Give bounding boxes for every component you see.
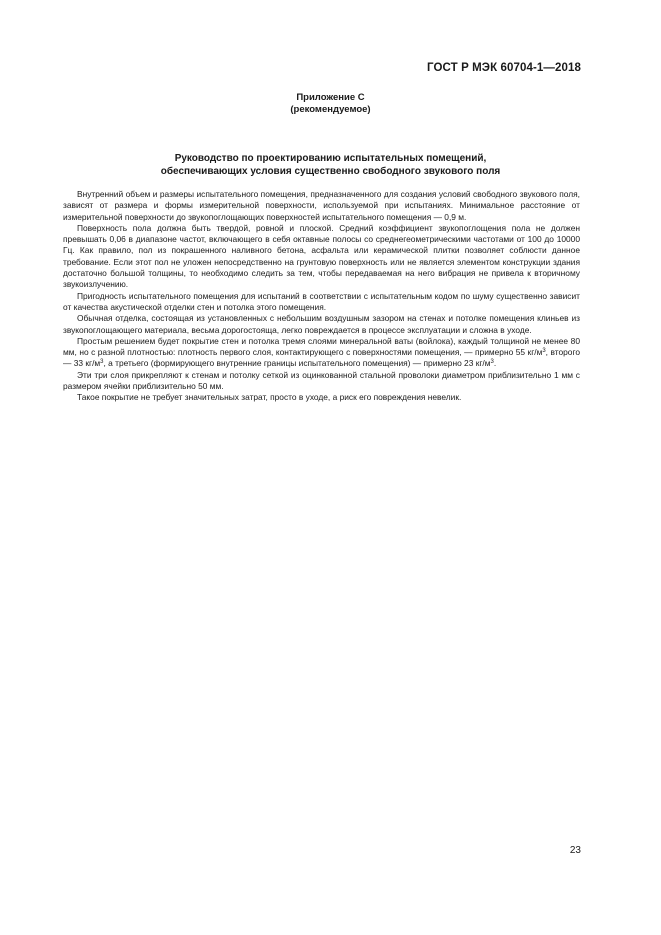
section-title-line-1: Руководство по проектированию испытательных помещений, bbox=[174, 153, 487, 164]
paragraph-1: Внутренний объем и размеры испытательного помещения, предназначенного для создания условий свободного звукового поля, зависят от размера и формы измерительной поверхности, используемой при испытаниях. Минимальное расстояние от измерительной поверхности до звукопоглощающих поверхностей испытательного помещения — 0,9 м. bbox=[63, 189, 580, 222]
paragraph-4: Обычная отделка, состоящая из установленных с небольшим воздушным зазором на стенах и потолке помещения клиньев из звукопоглощающего материала, весьма дорогостояща, легко повреждается в процессе эксплуатации и сложна в уходе. bbox=[63, 313, 580, 335]
paragraph-7: Такое покрытие не требует значительных затрат, просто в уходе, а риск его повреждения невелик. bbox=[77, 392, 462, 403]
appendix-label: Приложение С bbox=[296, 92, 365, 103]
paragraph-3: Пригодность испытательного помещения для испытаний в соответствии с испытательным кодом по шуму существенно зависит от качества акустической отделки стен и потолка этого помещения. bbox=[63, 290, 580, 312]
paragraph-5 bbox=[63, 336, 580, 370]
appendix-heading bbox=[0, 92, 661, 116]
paragraph-2: Поверхность пола должна быть твердой, ровной и плоской. Средний коэффициент звукопоглощения пола не должен превышать 0,06 в диапазоне частот, включающего в себя октавные полосы со среднегеометрическими частотами от 100 до 10000 Гц. Как правило, пол из покрашенного наливного бетона, асфальта или керамической плитки позволяет соблюсти данное требование. Если этот пол не уложен непосредственно на грунтовую поверхность или не является элементом конструкции здания достаточно большой толщины, то необходимо следить за тем, чтобы передаваемая на него вибрация не привела к вторичному звукоизлучению. bbox=[63, 222, 580, 290]
paragraph-6: Эти три слоя прикрепляют к стенам и потолку сеткой из оцинкованной стальной проволоки диаметром приблизительно 1 мм с размером ячейки приблизительно 50 мм. bbox=[63, 369, 580, 392]
paragraph-5-part-3: , а третьего (формирующего внутренние границы испытательного помещения) — примерно 23 кг/м bbox=[103, 358, 491, 369]
superscript-2: 3 bbox=[100, 359, 104, 366]
superscript-3: 3 bbox=[490, 359, 494, 366]
body-text bbox=[63, 189, 580, 404]
document-code: ГОСТ Р МЭК 60704-1—2018 bbox=[427, 62, 581, 74]
section-title-line-2: обеспечивающих условия существенно свободного звукового поля bbox=[160, 166, 501, 177]
page-number: 23 bbox=[569, 845, 581, 856]
section-title bbox=[0, 152, 661, 178]
appendix-status: (рекомендуемое) bbox=[290, 104, 371, 115]
paragraph-5-part-4: . bbox=[493, 358, 497, 369]
paragraph-5-part-1: Простым решением будет покрытие стен и потолка тремя слоями минеральной ваты (войлока), каждый толщиной не менее 80 мм, но с разной плотностью: плотность первого слоя, контактирующего с поверхностями помещения, — примерно 55 кг/м bbox=[63, 335, 580, 358]
paragraph-5-part-2: , второго — 33 кг/м bbox=[63, 347, 580, 369]
superscript-1: 3 bbox=[542, 348, 546, 355]
